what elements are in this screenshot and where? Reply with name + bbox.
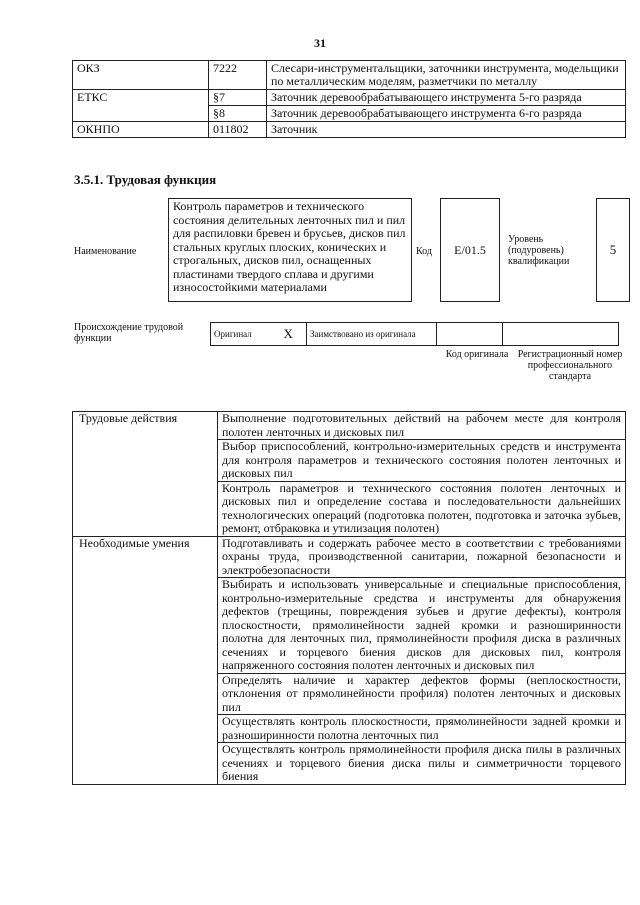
- actions-label: Трудовые действия: [73, 412, 218, 537]
- original-code-label: Код оригинала: [445, 349, 509, 360]
- classifier-description: Заточник: [267, 122, 626, 138]
- name-label: Наименование: [74, 246, 137, 257]
- classifier-number: 011802: [209, 122, 267, 138]
- skill-item: Осуществлять контроль плоскостности, прямолинейности задней кромки и разноширинности полотна ленточных пил: [218, 715, 626, 743]
- function-name-box: Контроль параметров и технического состояния делительных ленточных пил и пил для распиловки бревен и брусьев, дисков пил стальных круглых плоских, конических и строгальных, дисков пил, оснащенных пластинами твердого сплава и другими износостойкими материалами: [168, 198, 412, 302]
- original-mark: X: [271, 323, 307, 346]
- table-row: [73, 412, 626, 440]
- skill-item: Определять наличие и характер дефектов формы (неплоскостности, отклонения от прямолинейности профиля) полотен ленточных и дисковых пил: [218, 673, 626, 715]
- table-row: [73, 536, 626, 578]
- level-label: Уровень (подуровень) квалификации: [508, 234, 570, 267]
- original-cell: Оригинал: [211, 323, 271, 346]
- classifier-code: ОКЗ: [73, 61, 209, 90]
- classifier-description: Слесари-инструментальщики, заточники инструмента, модельщики по металлическим моделям, разметчики по металлу: [267, 61, 626, 90]
- skill-item: Подготавливать и содержать рабочее место в соответствии с требованиями охраны труда, производственной санитарии, пожарной безопасности и электробезопасности: [218, 536, 626, 578]
- skill-item: Выбирать и использовать универсальные и специальные приспособления, контрольно-измерительные средства и инструменты для обнаружения дефектов (трещины, повреждения зубьев и другие дефекты), контроля плоскостности, прямолинейности задней кромки и разноширинности полотна для ленточных пил, прямолинейности профиля диска в различных сечениях и торцевого биения дисков для дисковых пил, контроля напряженного состояния полотен ленточных и дисковых пил: [218, 578, 626, 674]
- origin-label: Происхождение трудовой функции: [74, 322, 184, 344]
- table-row: [211, 323, 619, 346]
- classification-table: [72, 60, 626, 138]
- classifier-number: 7222: [209, 61, 267, 90]
- reg-number-label: Регистрационный номер профессионального стандарта: [517, 349, 623, 382]
- table-row: [73, 90, 626, 106]
- function-code-box: [440, 198, 500, 302]
- level-box: [596, 198, 630, 302]
- table-row: [73, 122, 626, 138]
- reg-number-cell: [503, 323, 619, 346]
- classifier-code: ЕТКС: [73, 90, 209, 122]
- page-number: 31: [314, 36, 326, 50]
- origin-table: [210, 322, 619, 346]
- classifier-description: Заточник деревообрабатывающего инструмента 5-го разряда: [267, 90, 626, 106]
- classifier-number: §8: [209, 106, 267, 122]
- skill-item: Осуществлять контроль прямолинейности профиля диска пилы в различных сечениях и торцевого биения диска пилы и симметричности торцевого биения: [218, 743, 626, 785]
- classifier-number: §7: [209, 90, 267, 106]
- classifier-code: ОКНПО: [73, 122, 209, 138]
- original-code-cell: [437, 323, 503, 346]
- action-item: Выполнение подготовительных действий на рабочем месте для контроля полотен ленточных и дисковых пил: [218, 412, 626, 440]
- section-heading: 3.5.1. Трудовая функция: [74, 172, 217, 187]
- function-code-value: E/01.5: [454, 242, 486, 257]
- code-label: Код: [416, 246, 432, 257]
- actions-skills-table: [72, 411, 626, 785]
- action-item: Контроль параметров и технического состояния полотен ленточных и дисковых пил и определение состава и последовательности дальнейших технологических операций (подготовка полотен, подготовка и заточка зубьев, ремонт, отбраковка и утилизация полотен): [218, 481, 626, 536]
- classifier-description: Заточник деревообрабатывающего инструмента 6-го разряда: [267, 106, 626, 122]
- level-value: 5: [609, 242, 617, 257]
- table-row: [73, 61, 626, 90]
- borrowed-cell: Заимствовано из оригинала: [307, 323, 437, 346]
- action-item: Выбор приспособлений, контрольно-измерительных средств и инструмента для контроля параметров и технического состояния полотен ленточных и дисковых пил: [218, 440, 626, 482]
- skills-label: Необходимые умения: [73, 536, 218, 784]
